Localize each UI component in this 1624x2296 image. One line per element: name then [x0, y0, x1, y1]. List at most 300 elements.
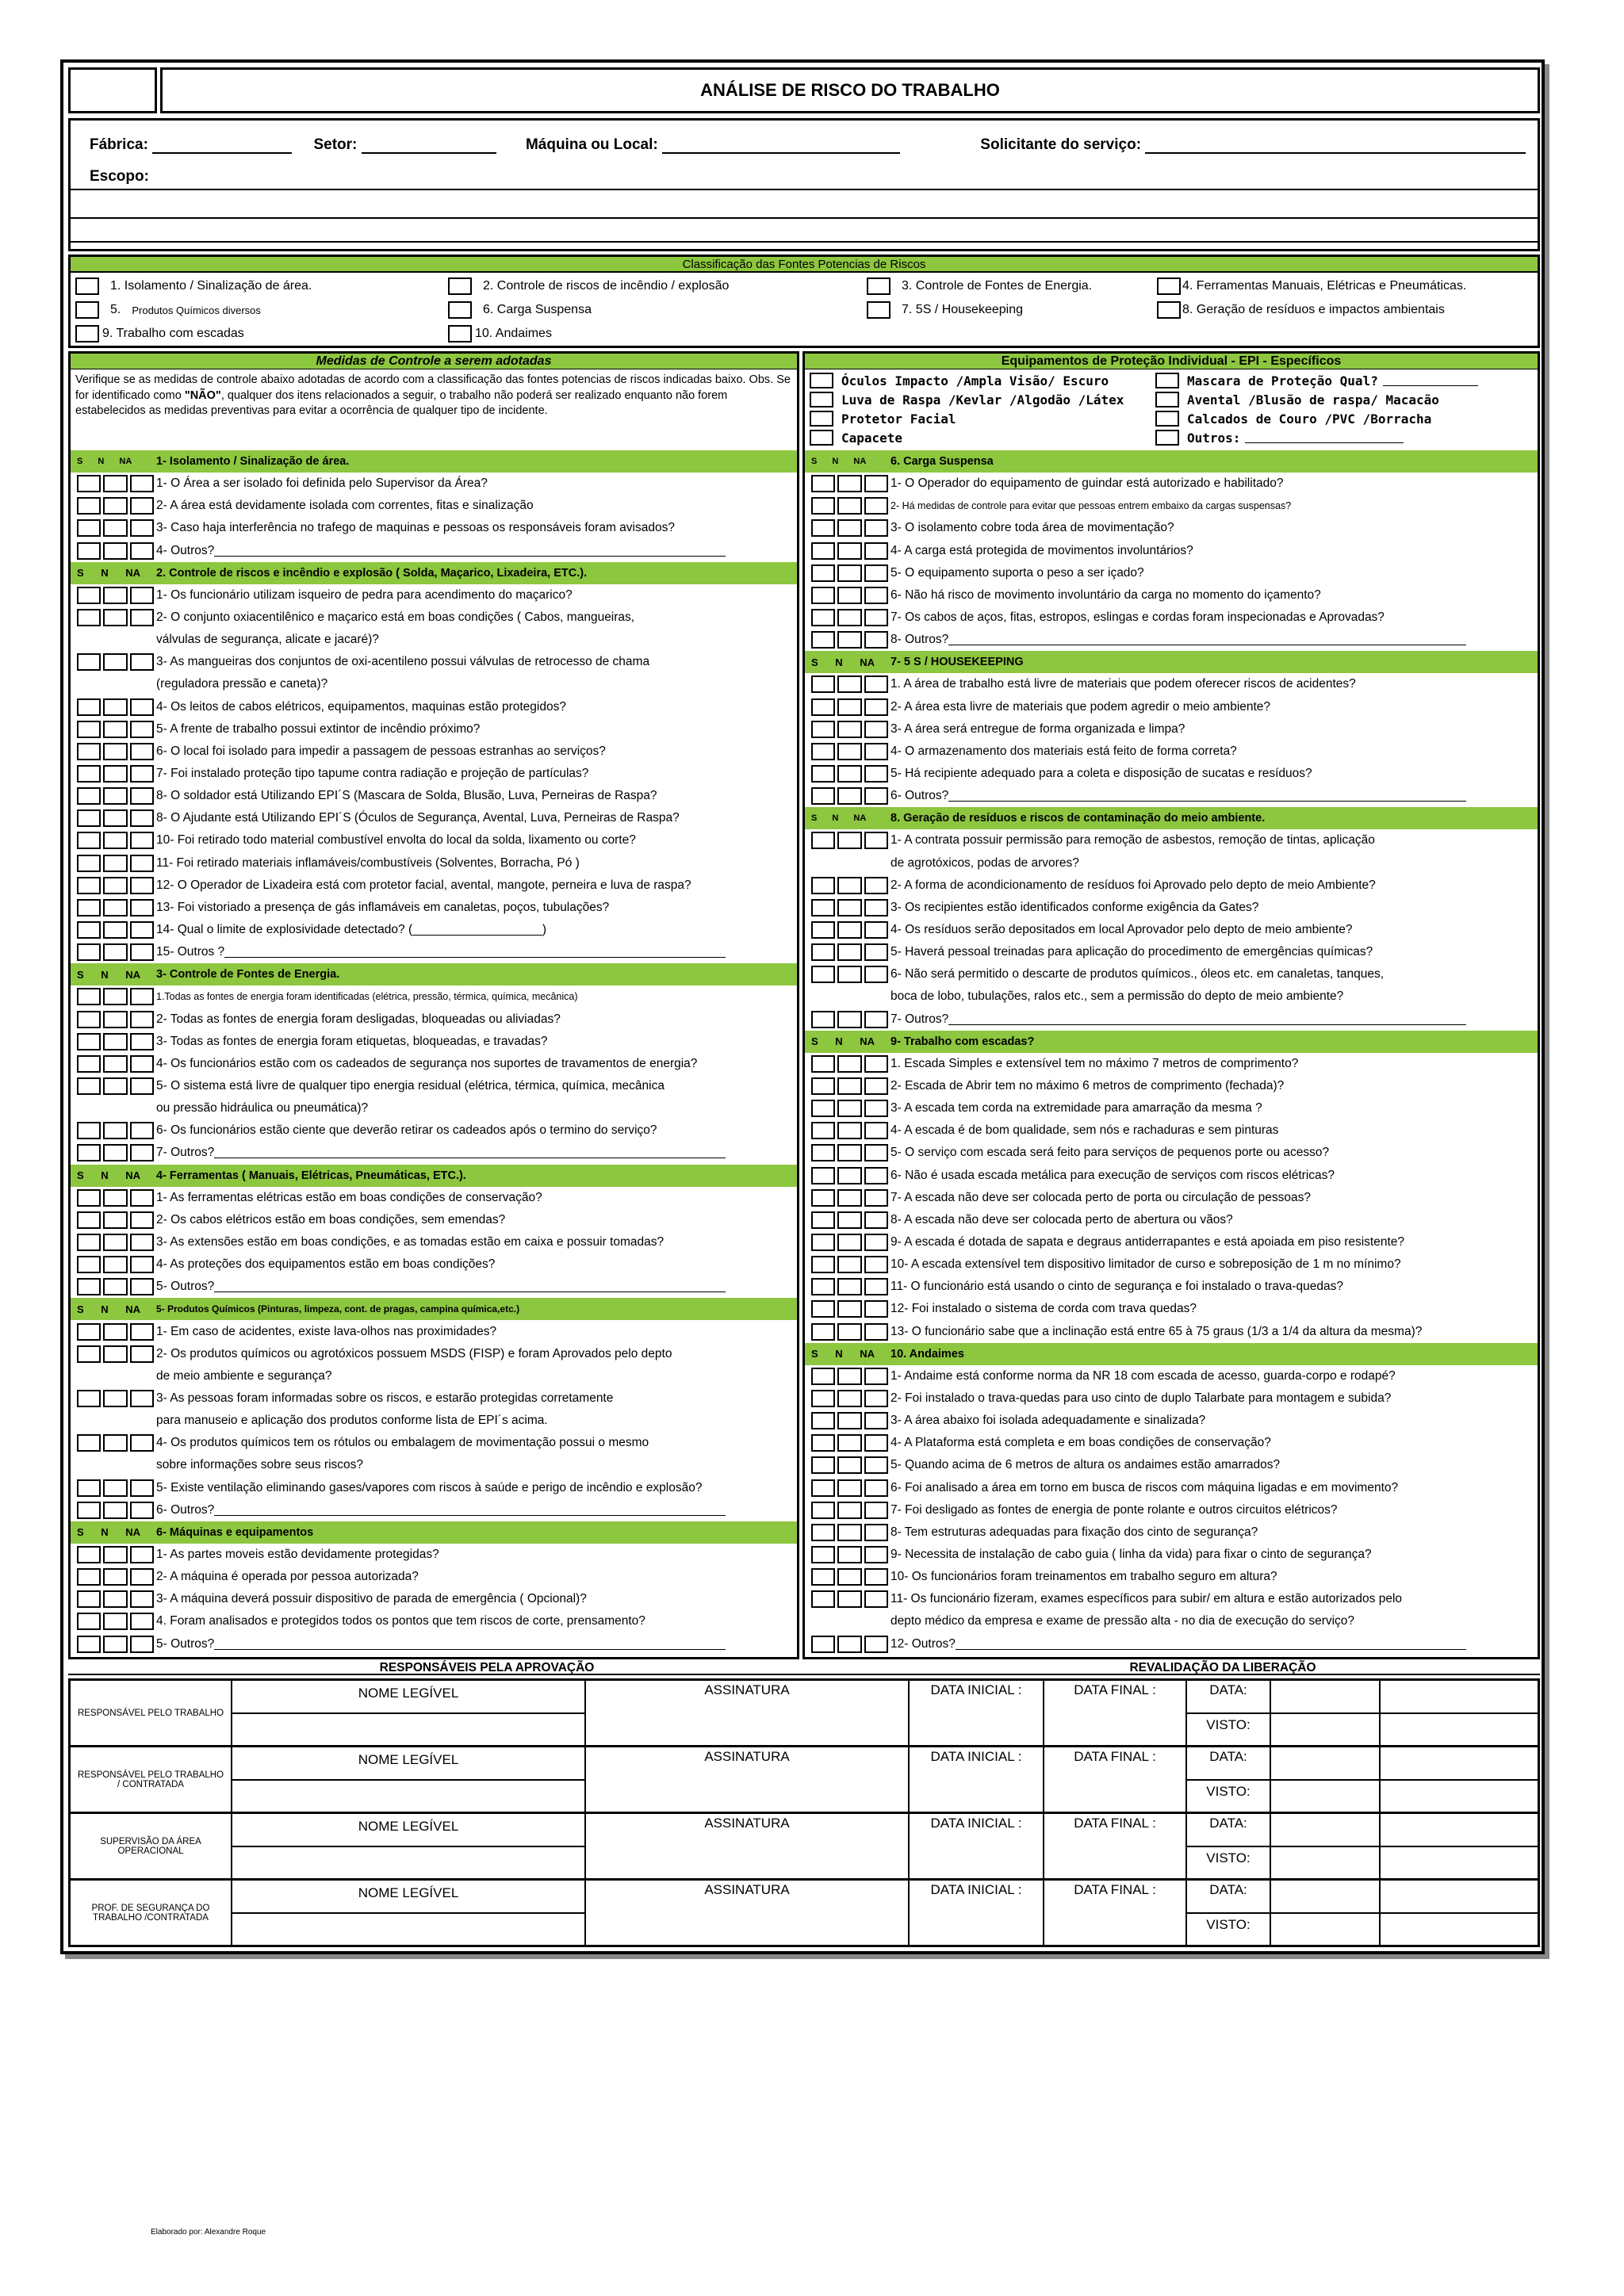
- answer-checkbox-na[interactable]: [864, 721, 888, 738]
- start-date-cell[interactable]: [908, 1681, 1043, 1745]
- answer-checkbox-na[interactable]: [864, 1055, 888, 1073]
- answer-checkbox-na[interactable]: [130, 653, 154, 671]
- revalidation-field-2[interactable]: [1379, 1747, 1538, 1812]
- epi-checkbox-luva[interactable]: [810, 392, 833, 408]
- answer-checkbox-n[interactable]: [837, 832, 861, 849]
- answer-checkbox-na[interactable]: [864, 1234, 888, 1251]
- answer-checkbox-n[interactable]: [837, 721, 861, 738]
- risk-checkbox-1[interactable]: [75, 277, 99, 295]
- answer-checkbox-na[interactable]: [864, 877, 888, 894]
- answer-checkbox-s[interactable]: [811, 1434, 835, 1452]
- answer-checkbox-na[interactable]: [130, 1636, 154, 1653]
- answer-checkbox-na[interactable]: [130, 877, 154, 894]
- answer-checkbox-n[interactable]: [837, 899, 861, 916]
- answer-checkbox-n[interactable]: [103, 609, 127, 626]
- answer-checkbox-s[interactable]: [811, 1144, 835, 1161]
- answer-checkbox-n[interactable]: [103, 809, 127, 827]
- answer-checkbox-na[interactable]: [130, 1211, 154, 1229]
- answer-checkbox-n[interactable]: [837, 1546, 861, 1563]
- answer-checkbox-n[interactable]: [103, 1613, 127, 1630]
- answer-checkbox-n[interactable]: [837, 631, 861, 649]
- outros-field[interactable]: [214, 1281, 726, 1292]
- answer-checkbox-s[interactable]: [811, 1456, 835, 1474]
- answer-checkbox-n[interactable]: [103, 921, 127, 939]
- signature-cell[interactable]: [584, 1681, 908, 1745]
- answer-checkbox-na[interactable]: [864, 497, 888, 515]
- answer-checkbox-s[interactable]: [77, 1189, 101, 1207]
- answer-checkbox-na[interactable]: [130, 1011, 154, 1028]
- answer-checkbox-na[interactable]: [130, 1434, 154, 1452]
- answer-checkbox-n[interactable]: [103, 1390, 127, 1407]
- risk-checkbox-2[interactable]: [448, 277, 472, 295]
- answer-checkbox-na[interactable]: [130, 1234, 154, 1251]
- answer-checkbox-na[interactable]: [130, 542, 154, 560]
- revalidation-field-1[interactable]: [1270, 1681, 1379, 1745]
- answer-checkbox-na[interactable]: [130, 988, 154, 1005]
- answer-checkbox-n[interactable]: [837, 1412, 861, 1429]
- answer-checkbox-n[interactable]: [103, 475, 127, 492]
- answer-checkbox-n[interactable]: [103, 698, 127, 716]
- answer-checkbox-s[interactable]: [77, 988, 101, 1005]
- answer-checkbox-s[interactable]: [811, 1256, 835, 1273]
- answer-checkbox-n[interactable]: [837, 1189, 861, 1207]
- epi-checkbox-capacete[interactable]: [810, 430, 833, 446]
- answer-checkbox-s[interactable]: [77, 1590, 101, 1608]
- answer-checkbox-n[interactable]: [103, 1278, 127, 1295]
- answer-checkbox-s[interactable]: [77, 832, 101, 849]
- revalidation-field-2[interactable]: [1379, 1814, 1538, 1878]
- answer-checkbox-n[interactable]: [837, 497, 861, 515]
- risk-checkbox-4[interactable]: [1157, 277, 1181, 295]
- answer-checkbox-n[interactable]: [837, 1434, 861, 1452]
- answer-checkbox-na[interactable]: [130, 743, 154, 760]
- answer-checkbox-s[interactable]: [811, 1077, 835, 1095]
- answer-checkbox-n[interactable]: [103, 1546, 127, 1563]
- epi-checkbox-mascara[interactable]: [1155, 373, 1179, 388]
- answer-checkbox-s[interactable]: [811, 1167, 835, 1184]
- answer-checkbox-na[interactable]: [130, 1479, 154, 1497]
- answer-checkbox-s[interactable]: [811, 1390, 835, 1407]
- maquina-field[interactable]: [662, 138, 900, 154]
- answer-checkbox-s[interactable]: [77, 899, 101, 916]
- answer-checkbox-n[interactable]: [103, 721, 127, 738]
- answer-checkbox-s[interactable]: [811, 943, 835, 961]
- answer-checkbox-s[interactable]: [77, 1122, 101, 1139]
- answer-checkbox-na[interactable]: [864, 1434, 888, 1452]
- answer-checkbox-n[interactable]: [103, 877, 127, 894]
- answer-checkbox-na[interactable]: [130, 497, 154, 515]
- answer-checkbox-na[interactable]: [130, 1055, 154, 1073]
- answer-checkbox-n[interactable]: [103, 765, 127, 783]
- end-date-cell[interactable]: [1043, 1681, 1185, 1745]
- answer-checkbox-na[interactable]: [130, 1278, 154, 1295]
- risk-checkbox-7[interactable]: [867, 301, 891, 319]
- answer-checkbox-na[interactable]: [864, 475, 888, 492]
- answer-checkbox-na[interactable]: [864, 542, 888, 560]
- answer-checkbox-n[interactable]: [103, 519, 127, 537]
- mascara-field[interactable]: [1383, 375, 1478, 386]
- answer-checkbox-n[interactable]: [837, 1256, 861, 1273]
- answer-checkbox-na[interactable]: [130, 1502, 154, 1519]
- answer-checkbox-s[interactable]: [77, 921, 101, 939]
- answer-checkbox-na[interactable]: [130, 587, 154, 604]
- answer-checkbox-s[interactable]: [77, 1390, 101, 1407]
- answer-checkbox-na[interactable]: [864, 1011, 888, 1028]
- answer-checkbox-s[interactable]: [811, 1055, 835, 1073]
- answer-checkbox-n[interactable]: [837, 877, 861, 894]
- answer-checkbox-na[interactable]: [130, 475, 154, 492]
- answer-checkbox-s[interactable]: [77, 877, 101, 894]
- answer-checkbox-s[interactable]: [811, 832, 835, 849]
- name-cell[interactable]: [231, 1881, 584, 1945]
- answer-checkbox-na[interactable]: [130, 609, 154, 626]
- answer-checkbox-na[interactable]: [864, 587, 888, 604]
- answer-checkbox-n[interactable]: [837, 921, 861, 939]
- answer-checkbox-n[interactable]: [837, 1055, 861, 1073]
- answer-checkbox-n[interactable]: [837, 1122, 861, 1139]
- start-date-cell[interactable]: [908, 1881, 1043, 1945]
- answer-checkbox-s[interactable]: [811, 497, 835, 515]
- name-cell[interactable]: [231, 1681, 584, 1745]
- answer-checkbox-na[interactable]: [130, 1323, 154, 1341]
- answer-checkbox-s[interactable]: [77, 765, 101, 783]
- answer-checkbox-n[interactable]: [103, 1211, 127, 1229]
- answer-checkbox-na[interactable]: [864, 899, 888, 916]
- answer-checkbox-s[interactable]: [811, 1011, 835, 1028]
- answer-checkbox-na[interactable]: [130, 1256, 154, 1273]
- answer-checkbox-s[interactable]: [811, 1323, 835, 1341]
- answer-checkbox-s[interactable]: [811, 921, 835, 939]
- answer-checkbox-n[interactable]: [103, 832, 127, 849]
- answer-checkbox-n[interactable]: [103, 943, 127, 961]
- epi-checkbox-oculos[interactable]: [810, 373, 833, 388]
- answer-checkbox-na[interactable]: [864, 743, 888, 760]
- answer-checkbox-na[interactable]: [864, 1524, 888, 1541]
- answer-checkbox-n[interactable]: [103, 1256, 127, 1273]
- answer-checkbox-s[interactable]: [77, 787, 101, 805]
- answer-checkbox-n[interactable]: [103, 1011, 127, 1028]
- revalidation-field-1[interactable]: [1270, 1881, 1379, 1945]
- answer-checkbox-na[interactable]: [130, 1546, 154, 1563]
- answer-checkbox-na[interactable]: [864, 564, 888, 582]
- outros-field[interactable]: [224, 947, 726, 958]
- name-cell[interactable]: [231, 1814, 584, 1878]
- answer-checkbox-s[interactable]: [811, 1412, 835, 1429]
- answer-checkbox-na[interactable]: [864, 1412, 888, 1429]
- answer-checkbox-s[interactable]: [77, 1256, 101, 1273]
- answer-checkbox-n[interactable]: [837, 1167, 861, 1184]
- answer-checkbox-na[interactable]: [130, 855, 154, 872]
- answer-checkbox-n[interactable]: [837, 587, 861, 604]
- answer-checkbox-na[interactable]: [864, 1502, 888, 1519]
- answer-checkbox-s[interactable]: [811, 765, 835, 783]
- answer-checkbox-n[interactable]: [103, 1077, 127, 1095]
- answer-checkbox-s[interactable]: [77, 1345, 101, 1363]
- answer-checkbox-na[interactable]: [130, 943, 154, 961]
- answer-checkbox-s[interactable]: [77, 542, 101, 560]
- end-date-cell[interactable]: [1043, 1747, 1185, 1812]
- answer-checkbox-na[interactable]: [130, 832, 154, 849]
- answer-checkbox-n[interactable]: [103, 542, 127, 560]
- answer-checkbox-n[interactable]: [837, 1300, 861, 1318]
- answer-checkbox-n[interactable]: [837, 943, 861, 961]
- answer-checkbox-s[interactable]: [811, 1100, 835, 1117]
- answer-checkbox-n[interactable]: [103, 1590, 127, 1608]
- revalidation-field-2[interactable]: [1379, 1881, 1538, 1945]
- answer-checkbox-s[interactable]: [77, 475, 101, 492]
- revalidation-field-1[interactable]: [1270, 1747, 1379, 1812]
- answer-checkbox-na[interactable]: [130, 1144, 154, 1161]
- answer-checkbox-s[interactable]: [811, 1234, 835, 1251]
- answer-checkbox-na[interactable]: [864, 609, 888, 626]
- answer-checkbox-na[interactable]: [864, 1256, 888, 1273]
- answer-checkbox-s[interactable]: [811, 564, 835, 582]
- answer-checkbox-n[interactable]: [837, 1390, 861, 1407]
- answer-checkbox-na[interactable]: [864, 1077, 888, 1095]
- answer-checkbox-na[interactable]: [864, 1211, 888, 1229]
- epi-checkbox-avental[interactable]: [1155, 392, 1179, 408]
- answer-checkbox-s[interactable]: [77, 1613, 101, 1630]
- answer-checkbox-n[interactable]: [103, 743, 127, 760]
- answer-checkbox-s[interactable]: [811, 1479, 835, 1497]
- answer-checkbox-n[interactable]: [103, 1636, 127, 1653]
- outros-field[interactable]: [214, 1639, 726, 1650]
- outros-field[interactable]: [214, 1147, 726, 1158]
- answer-checkbox-s[interactable]: [811, 1368, 835, 1385]
- answer-checkbox-na[interactable]: [130, 787, 154, 805]
- answer-checkbox-s[interactable]: [811, 1568, 835, 1586]
- answer-checkbox-n[interactable]: [837, 1144, 861, 1161]
- answer-checkbox-s[interactable]: [811, 675, 835, 693]
- answer-checkbox-s[interactable]: [77, 1144, 101, 1161]
- answer-checkbox-s[interactable]: [77, 653, 101, 671]
- answer-checkbox-s[interactable]: [811, 1278, 835, 1295]
- answer-checkbox-s[interactable]: [811, 1300, 835, 1318]
- signature-cell[interactable]: [584, 1881, 908, 1945]
- solicitante-field[interactable]: [1145, 138, 1526, 154]
- answer-checkbox-n[interactable]: [837, 564, 861, 582]
- answer-checkbox-s[interactable]: [811, 519, 835, 537]
- answer-checkbox-n[interactable]: [837, 1568, 861, 1586]
- answer-checkbox-na[interactable]: [130, 1122, 154, 1139]
- answer-checkbox-na[interactable]: [864, 1368, 888, 1385]
- answer-checkbox-n[interactable]: [837, 1636, 861, 1653]
- answer-checkbox-n[interactable]: [837, 966, 861, 983]
- answer-checkbox-n[interactable]: [103, 1345, 127, 1363]
- answer-checkbox-na[interactable]: [864, 943, 888, 961]
- answer-checkbox-n[interactable]: [103, 787, 127, 805]
- answer-checkbox-na[interactable]: [864, 1323, 888, 1341]
- answer-checkbox-na[interactable]: [130, 765, 154, 783]
- answer-checkbox-s[interactable]: [77, 1234, 101, 1251]
- answer-checkbox-na[interactable]: [864, 1568, 888, 1586]
- answer-checkbox-na[interactable]: [864, 787, 888, 805]
- answer-checkbox-n[interactable]: [103, 1122, 127, 1139]
- answer-checkbox-na[interactable]: [130, 1345, 154, 1363]
- answer-checkbox-na[interactable]: [864, 966, 888, 983]
- answer-checkbox-s[interactable]: [77, 1033, 101, 1050]
- answer-checkbox-s[interactable]: [77, 1434, 101, 1452]
- answer-checkbox-n[interactable]: [837, 1479, 861, 1497]
- answer-checkbox-n[interactable]: [103, 855, 127, 872]
- answer-checkbox-s[interactable]: [811, 609, 835, 626]
- answer-checkbox-s[interactable]: [811, 899, 835, 916]
- answer-checkbox-s[interactable]: [811, 877, 835, 894]
- answer-checkbox-n[interactable]: [103, 988, 127, 1005]
- answer-checkbox-na[interactable]: [864, 1546, 888, 1563]
- answer-checkbox-s[interactable]: [811, 966, 835, 983]
- answer-checkbox-na[interactable]: [864, 921, 888, 939]
- answer-checkbox-s[interactable]: [77, 1502, 101, 1519]
- answer-checkbox-na[interactable]: [864, 1590, 888, 1608]
- answer-checkbox-s[interactable]: [811, 1122, 835, 1139]
- answer-checkbox-na[interactable]: [130, 1390, 154, 1407]
- answer-checkbox-na[interactable]: [130, 519, 154, 537]
- answer-checkbox-s[interactable]: [811, 698, 835, 716]
- setor-field[interactable]: [362, 138, 496, 154]
- start-date-cell[interactable]: [908, 1814, 1043, 1878]
- answer-checkbox-na[interactable]: [864, 1167, 888, 1184]
- answer-checkbox-n[interactable]: [837, 1502, 861, 1519]
- answer-checkbox-n[interactable]: [837, 698, 861, 716]
- answer-checkbox-na[interactable]: [130, 1590, 154, 1608]
- answer-checkbox-n[interactable]: [837, 542, 861, 560]
- answer-checkbox-s[interactable]: [811, 1211, 835, 1229]
- outros-field[interactable]: [214, 545, 726, 557]
- answer-checkbox-na[interactable]: [130, 1568, 154, 1586]
- answer-checkbox-na[interactable]: [130, 921, 154, 939]
- answer-checkbox-na[interactable]: [864, 631, 888, 649]
- answer-checkbox-s[interactable]: [77, 855, 101, 872]
- epi-checkbox-protetor[interactable]: [810, 411, 833, 427]
- answer-checkbox-na[interactable]: [130, 1613, 154, 1630]
- answer-checkbox-n[interactable]: [837, 743, 861, 760]
- answer-checkbox-na[interactable]: [864, 832, 888, 849]
- answer-checkbox-na[interactable]: [864, 1278, 888, 1295]
- answer-checkbox-n[interactable]: [837, 1211, 861, 1229]
- answer-checkbox-n[interactable]: [103, 653, 127, 671]
- answer-checkbox-s[interactable]: [811, 1189, 835, 1207]
- answer-checkbox-na[interactable]: [864, 765, 888, 783]
- answer-checkbox-n[interactable]: [103, 1323, 127, 1341]
- answer-checkbox-n[interactable]: [837, 1456, 861, 1474]
- answer-checkbox-s[interactable]: [811, 1590, 835, 1608]
- answer-checkbox-s[interactable]: [77, 519, 101, 537]
- outros-field[interactable]: [948, 1014, 1466, 1025]
- answer-checkbox-n[interactable]: [837, 1077, 861, 1095]
- answer-checkbox-n[interactable]: [103, 1502, 127, 1519]
- answer-checkbox-n[interactable]: [103, 899, 127, 916]
- answer-checkbox-s[interactable]: [77, 1323, 101, 1341]
- answer-checkbox-s[interactable]: [77, 721, 101, 738]
- epi-checkbox-calcados[interactable]: [1155, 411, 1179, 427]
- answer-checkbox-s[interactable]: [77, 1479, 101, 1497]
- answer-checkbox-s[interactable]: [77, 609, 101, 626]
- answer-checkbox-s[interactable]: [77, 809, 101, 827]
- answer-checkbox-s[interactable]: [811, 475, 835, 492]
- epi-checkbox-outros[interactable]: [1155, 430, 1179, 446]
- answer-checkbox-s[interactable]: [811, 631, 835, 649]
- outros-field[interactable]: [948, 634, 1466, 645]
- signature-cell[interactable]: [584, 1747, 908, 1812]
- answer-checkbox-na[interactable]: [864, 1300, 888, 1318]
- epi-outros-field[interactable]: [1245, 432, 1404, 443]
- answer-checkbox-n[interactable]: [103, 1479, 127, 1497]
- answer-checkbox-na[interactable]: [864, 1189, 888, 1207]
- end-date-cell[interactable]: [1043, 1881, 1185, 1945]
- risk-checkbox-3[interactable]: [867, 277, 891, 295]
- answer-checkbox-n[interactable]: [103, 1434, 127, 1452]
- answer-checkbox-na[interactable]: [864, 1144, 888, 1161]
- answer-checkbox-s[interactable]: [77, 1636, 101, 1653]
- answer-checkbox-n[interactable]: [837, 1368, 861, 1385]
- answer-checkbox-na[interactable]: [130, 899, 154, 916]
- answer-checkbox-s[interactable]: [811, 1502, 835, 1519]
- answer-checkbox-n[interactable]: [103, 1055, 127, 1073]
- risk-checkbox-8[interactable]: [1157, 301, 1181, 319]
- answer-checkbox-s[interactable]: [77, 1011, 101, 1028]
- answer-checkbox-n[interactable]: [837, 1234, 861, 1251]
- answer-checkbox-na[interactable]: [864, 675, 888, 693]
- answer-checkbox-n[interactable]: [837, 475, 861, 492]
- revalidation-field-2[interactable]: [1379, 1681, 1538, 1745]
- answer-checkbox-n[interactable]: [103, 1189, 127, 1207]
- answer-checkbox-s[interactable]: [77, 943, 101, 961]
- name-cell[interactable]: [231, 1747, 584, 1812]
- answer-checkbox-na[interactable]: [130, 809, 154, 827]
- answer-checkbox-s[interactable]: [77, 698, 101, 716]
- revalidation-field-1[interactable]: [1270, 1814, 1379, 1878]
- answer-checkbox-n[interactable]: [103, 1144, 127, 1161]
- outros-field[interactable]: [214, 1505, 726, 1516]
- end-date-cell[interactable]: [1043, 1814, 1185, 1878]
- outros-field[interactable]: [948, 790, 1466, 802]
- answer-checkbox-s[interactable]: [811, 587, 835, 604]
- signature-cell[interactable]: [584, 1814, 908, 1878]
- outros-field[interactable]: [956, 1639, 1466, 1650]
- answer-checkbox-n[interactable]: [837, 765, 861, 783]
- risk-checkbox-6[interactable]: [448, 301, 472, 319]
- answer-checkbox-s[interactable]: [77, 1055, 101, 1073]
- answer-checkbox-s[interactable]: [77, 1278, 101, 1295]
- risk-checkbox-10[interactable]: [448, 325, 472, 342]
- answer-checkbox-na[interactable]: [130, 698, 154, 716]
- answer-checkbox-s[interactable]: [77, 1077, 101, 1095]
- answer-checkbox-s[interactable]: [77, 587, 101, 604]
- answer-checkbox-n[interactable]: [837, 519, 861, 537]
- answer-checkbox-n[interactable]: [837, 1590, 861, 1608]
- answer-checkbox-na[interactable]: [864, 1479, 888, 1497]
- fabrica-field[interactable]: [152, 138, 292, 154]
- start-date-cell[interactable]: [908, 1747, 1043, 1812]
- answer-checkbox-na[interactable]: [130, 1189, 154, 1207]
- answer-checkbox-s[interactable]: [77, 1568, 101, 1586]
- answer-checkbox-s[interactable]: [77, 1211, 101, 1229]
- answer-checkbox-na[interactable]: [864, 1100, 888, 1117]
- answer-checkbox-n[interactable]: [837, 609, 861, 626]
- answer-checkbox-s[interactable]: [811, 542, 835, 560]
- answer-checkbox-n[interactable]: [103, 1033, 127, 1050]
- answer-checkbox-s[interactable]: [811, 1546, 835, 1563]
- answer-checkbox-n[interactable]: [837, 1278, 861, 1295]
- answer-checkbox-na[interactable]: [864, 1456, 888, 1474]
- answer-checkbox-na[interactable]: [864, 1636, 888, 1653]
- answer-checkbox-n[interactable]: [103, 497, 127, 515]
- answer-checkbox-s[interactable]: [811, 1524, 835, 1541]
- answer-checkbox-n[interactable]: [103, 587, 127, 604]
- answer-checkbox-n[interactable]: [837, 1323, 861, 1341]
- answer-checkbox-na[interactable]: [864, 1390, 888, 1407]
